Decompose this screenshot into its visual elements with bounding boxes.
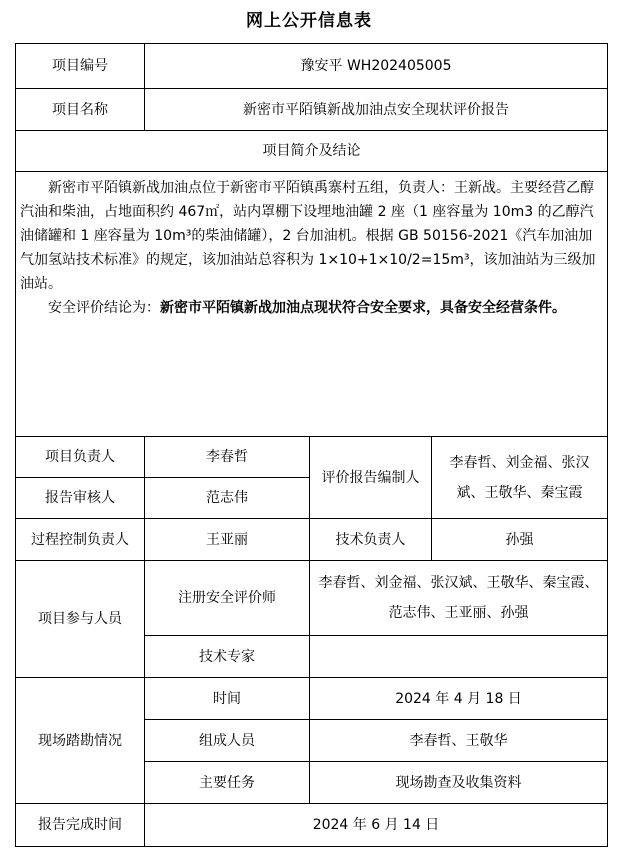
compiler-label: 评价报告编制人 bbox=[310, 437, 432, 519]
table-row bbox=[16, 131, 608, 172]
task-value: 现场勘查及收集资料 bbox=[310, 762, 608, 804]
completion-value: 2024 年 6 月 14 日 bbox=[145, 804, 608, 847]
task-label: 主要任务 bbox=[145, 762, 310, 804]
table-row bbox=[16, 804, 608, 847]
completion-label: 报告完成时间 bbox=[16, 804, 145, 847]
table-row bbox=[16, 519, 608, 561]
project-name-label: 项目名称 bbox=[16, 89, 145, 131]
reviewer-value: 范志伟 bbox=[145, 478, 310, 519]
table-row bbox=[16, 44, 608, 89]
project-no-label: 项目编号 bbox=[16, 44, 145, 89]
summary-cell bbox=[16, 172, 608, 437]
summary-heading: 项目简介及结论 bbox=[16, 131, 608, 172]
time-value: 2024 年 4 月 18 日 bbox=[310, 678, 608, 720]
leader-label: 项目负责人 bbox=[16, 437, 145, 478]
members-label: 组成人员 bbox=[145, 720, 310, 762]
members-value: 李春哲、王敬华 bbox=[310, 720, 608, 762]
time-label: 时间 bbox=[145, 678, 310, 720]
summary-conclusion bbox=[20, 296, 603, 320]
project-no-value: 豫安平 WH202405005 bbox=[145, 44, 608, 89]
tech-lead-label: 技术负责人 bbox=[310, 519, 432, 561]
tech-lead-value: 孙强 bbox=[432, 519, 608, 561]
project-name-value: 新密市平陌镇新战加油点安全现状评价报告 bbox=[145, 89, 608, 131]
registered-label: 注册安全评价师 bbox=[145, 561, 310, 636]
registered-value: 李春哲、刘金福、张汉斌、王敬华、秦宝霞、范志伟、王亚丽、孙强 bbox=[310, 561, 608, 636]
leader-value: 李春哲 bbox=[145, 437, 310, 478]
table-row bbox=[16, 172, 608, 437]
table-row bbox=[16, 678, 608, 720]
table-row bbox=[16, 437, 608, 478]
site-survey-label: 现场踏勘情况 bbox=[16, 678, 145, 804]
expert-value bbox=[310, 636, 608, 678]
table-row bbox=[16, 561, 608, 636]
participants-label: 项目参与人员 bbox=[16, 561, 145, 678]
reviewer-label: 报告审核人 bbox=[16, 478, 145, 519]
process-control-value: 王亚丽 bbox=[145, 519, 310, 561]
compiler-value: 李春哲、刘金福、张汉斌、王敬华、秦宝霞 bbox=[432, 437, 608, 519]
info-table bbox=[15, 43, 608, 847]
page-title: 网上公开信息表 bbox=[246, 11, 372, 31]
table-row bbox=[16, 89, 608, 131]
conclusion-prefix: 安全评价结论为： bbox=[48, 300, 160, 316]
expert-label: 技术专家 bbox=[145, 636, 310, 678]
conclusion-text: 新密市平陌镇新战加油点现状符合安全要求，具备安全经营条件。 bbox=[160, 300, 566, 316]
process-control-label: 过程控制负责人 bbox=[16, 519, 145, 561]
summary-paragraph: 新密市平陌镇新战加油点位于新密市平陌镇禹寨村五组，负责人：王新战。主要经营乙醇汽油和柴油，占地面积约 467㎡，站内罩棚下设埋地油罐 2 座（1 座容量为 10m3 的乙醇汽油储罐和 1 座容量为 10m³的柴油储罐），2 台加油机。根据 GB 50156-2021《汽车加油加气加氢站技术标准》的规定，该加油站总容积为 1×10+1×10/2=15m³，该加油站为三级加油站。 bbox=[20, 180, 596, 292]
